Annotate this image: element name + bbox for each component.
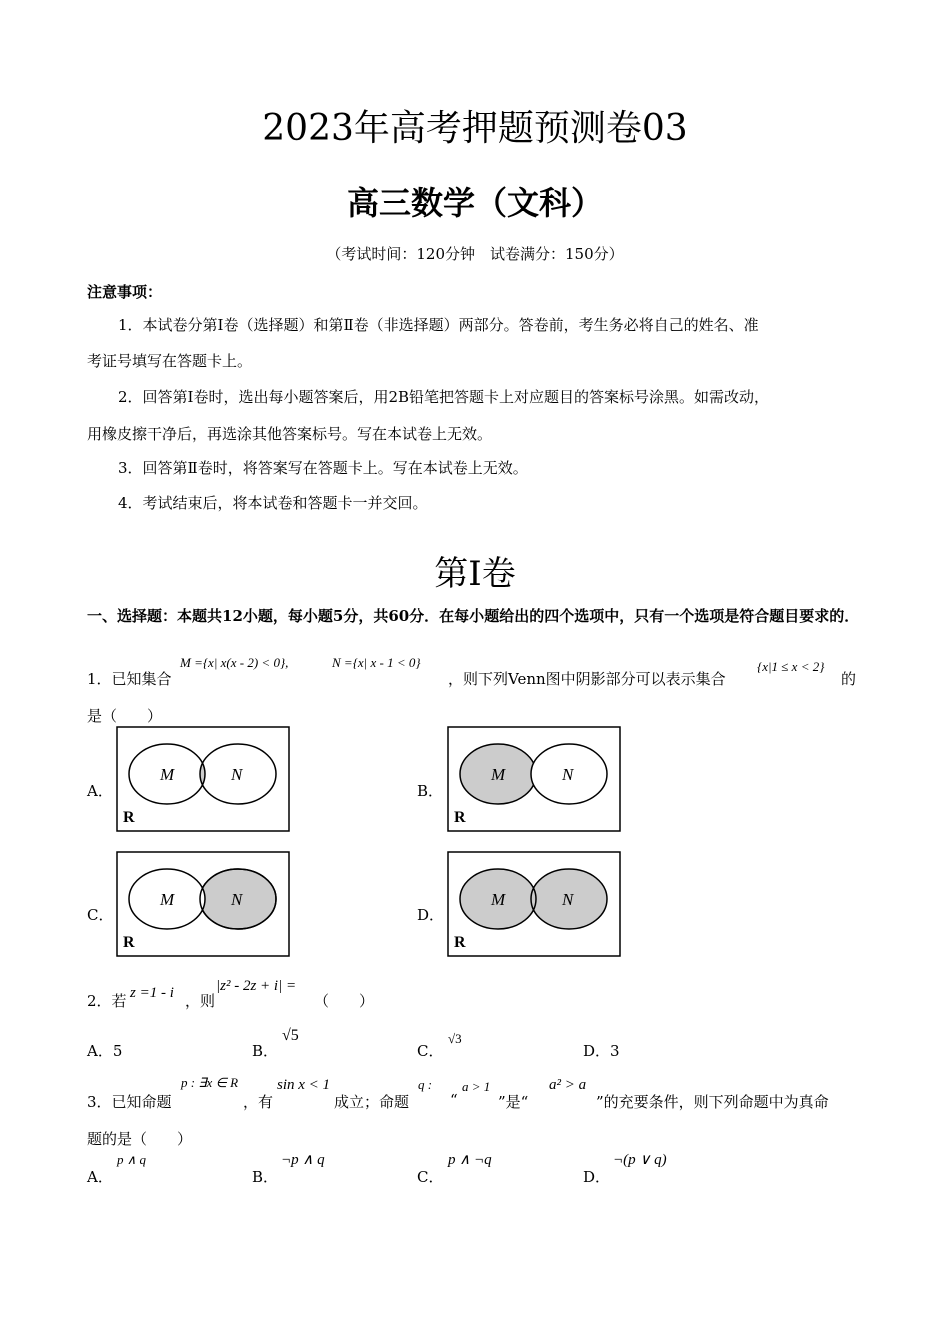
q1-line-2: 是（ ） — [87, 707, 163, 725]
q2-option-c-value: √3 — [448, 1031, 462, 1046]
q3-p-definition: p : ∃x ∈ R — [181, 1075, 239, 1090]
venn-a-label-n: N — [231, 765, 243, 784]
notice-item-1-line-2: 考证号填写在答题卡上。 — [87, 352, 253, 370]
venn-b-label-n: N — [562, 765, 574, 784]
q3-a-squared-greater-a: a² > a — [549, 1077, 587, 1093]
venn-d-label-r: R — [454, 934, 466, 951]
section-heading: 一、选择题：本题共12小题，每小题5分，共60分．在每小题给出的四个选项中，只有一个选项是符合题目要求的． — [87, 607, 860, 625]
q3-option-d-label[interactable]: D． — [583, 1168, 611, 1186]
venn-diagram-c[interactable] — [116, 851, 290, 957]
q2-option-a[interactable]: A．5 — [87, 1042, 123, 1060]
venn-d-label-n: N — [562, 890, 574, 909]
q3-sin-inequality: sin x < 1 — [277, 1077, 331, 1093]
venn-a-label-m: M — [160, 765, 175, 784]
notice-heading: 注意事项： — [87, 283, 163, 301]
q2-option-b-value: √5 — [282, 1027, 299, 1044]
q3-option-a-label[interactable]: A． — [87, 1168, 113, 1186]
q3-a-greater-1: a > 1 — [462, 1079, 491, 1094]
volume-heading: 第Ⅰ卷 — [434, 554, 516, 594]
exam-title: 2023年高考押题预测卷03 — [262, 108, 688, 149]
q3-mid-text: 成立；命题 — [334, 1093, 410, 1111]
venn-b-label-r: R — [454, 809, 466, 826]
q1-suffix: 的 — [841, 670, 857, 688]
q2-option-d[interactable]: D．3 — [583, 1042, 620, 1060]
q3-prefix: 3．已知命题 — [87, 1093, 172, 1111]
q3-option-b-value: ¬p ∧ q — [281, 1152, 325, 1168]
q1-set-n: N ={x| x - 1 < 0} — [332, 655, 421, 670]
notice-item-4: 4．考试结束后，将本试卷和答题卡一并交回。 — [118, 494, 428, 512]
venn-diagram-a[interactable] — [116, 726, 290, 832]
exam-subtitle: 高三数学（文科） — [346, 184, 603, 222]
q2-prefix: 2．若 — [87, 992, 127, 1010]
notice-item-3: 3．回答第Ⅱ卷时，将答案写在答题卡上。写在本试卷上无效。 — [118, 459, 528, 477]
q1-mid-text: ，则下列Venn图中阴影部分可以表示集合 — [448, 670, 726, 688]
q1-option-c-label[interactable]: C． — [87, 906, 114, 924]
q3-option-c-value: p ∧ ¬q — [448, 1152, 492, 1168]
notice-item-2-line-1: 2．回答第Ⅰ卷时，选出每小题答案后，用2B铅笔把答题卡上对应题目的答案标号涂黑。如需改动， — [118, 388, 770, 406]
q1-prefix: 1．已知集合 — [87, 670, 172, 688]
q2-expression: |z² - 2z + i| = — [216, 978, 297, 994]
venn-c-label-m: M — [160, 890, 175, 909]
q3-option-a-value: p ∧ q — [117, 1152, 147, 1167]
exam-info: （考试时间：120分钟 试卷满分：150分） — [326, 245, 624, 263]
q1-option-a-label[interactable]: A． — [87, 782, 113, 800]
q3-close-open-quote: ”是“ — [498, 1093, 529, 1111]
q1-set-m: M ={x| x(x - 2) < 0}, — [180, 655, 289, 670]
q3-option-d-value: ¬(p ∨ q) — [613, 1152, 667, 1168]
q3-tail: ”的充要条件，则下列命题中为真命 — [596, 1093, 829, 1111]
venn-a-label-r: R — [123, 809, 135, 826]
q2-z-definition: z =1 - i — [130, 985, 174, 1001]
q1-option-b-label[interactable]: B． — [417, 782, 444, 800]
venn-b-label-m: M — [491, 765, 506, 784]
q3-comma-you: ，有 — [243, 1093, 274, 1111]
q2-option-c-label[interactable]: C． — [417, 1042, 444, 1060]
q2-mid-text: ，则 — [185, 992, 216, 1010]
venn-diagram-d[interactable] — [447, 851, 621, 957]
notice-item-2-line-2: 用橡皮擦干净后，再选涂其他答案标号。写在本试卷上无效。 — [87, 425, 493, 443]
q1-option-d-label[interactable]: D． — [417, 906, 445, 924]
q3-q-definition: q : — [418, 1077, 433, 1092]
q2-option-b-label[interactable]: B． — [252, 1042, 279, 1060]
q2-paren: （ ） — [314, 992, 375, 1010]
q3-line-2: 题的是（ ） — [87, 1130, 193, 1148]
notice-item-1-line-1: 1．本试卷分第Ⅰ卷（选择题）和第Ⅱ卷（非选择题）两部分。答卷前，考生务必将自己的姓名、准 — [118, 316, 759, 334]
venn-diagram-b[interactable] — [447, 726, 621, 832]
q3-option-c-label[interactable]: C． — [417, 1168, 444, 1186]
venn-c-label-r: R — [123, 934, 135, 951]
q1-target-set: {x|1 ≤ x < 2} — [757, 659, 825, 674]
venn-d-label-m: M — [491, 890, 506, 909]
venn-c-label-n: N — [231, 890, 243, 909]
q3-option-b-label[interactable]: B． — [252, 1168, 279, 1186]
q3-open-quote: “ — [450, 1091, 458, 1109]
